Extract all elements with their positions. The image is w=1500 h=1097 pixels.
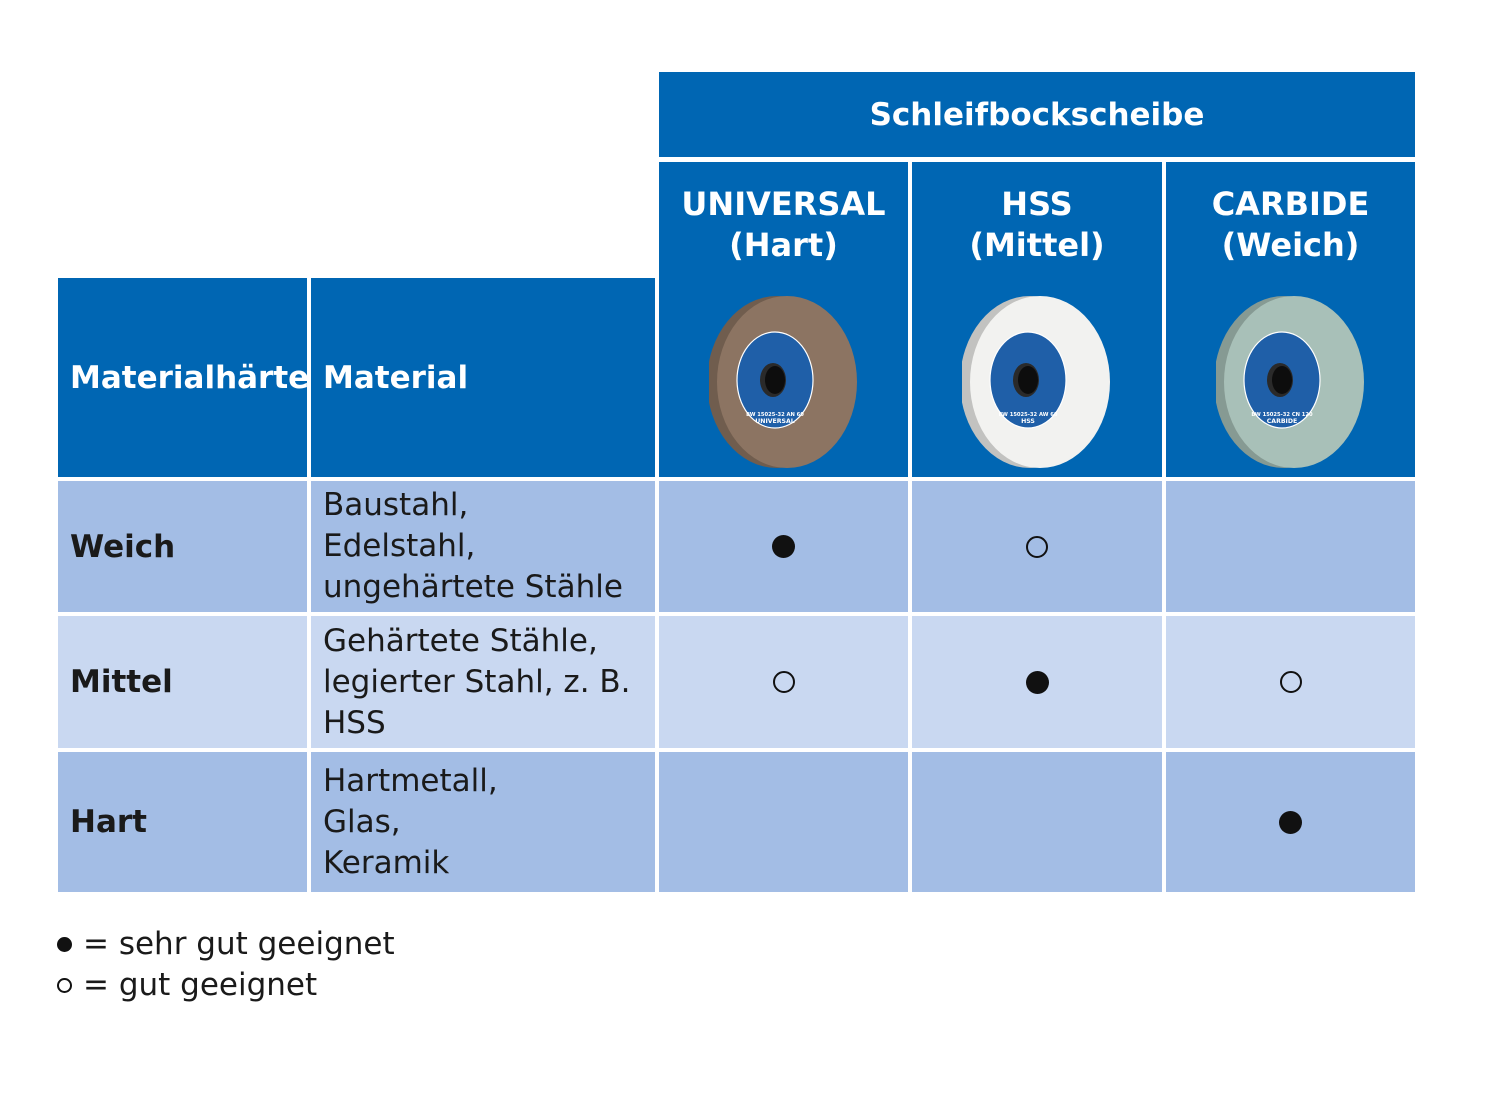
- filled-circle-icon: [57, 937, 83, 952]
- cell-hart-universal: [659, 752, 908, 892]
- column-name: CARBIDE: [1211, 185, 1370, 223]
- header-materialhaerte: [58, 278, 310, 477]
- group-header-label: Schleifbockscheibe: [869, 96, 1205, 133]
- cell-mittel-carbide: [1166, 616, 1415, 748]
- open-circle-icon: [1026, 536, 1048, 558]
- wheel-code-text: BW 15025-32 CN 120: [1250, 412, 1313, 418]
- row-label-hart: [58, 752, 307, 892]
- row-label-weich: [58, 481, 307, 612]
- cell-hart-carbide: [1166, 752, 1415, 892]
- column-name: HSS: [1001, 185, 1073, 223]
- material-line: Keramik: [323, 844, 450, 881]
- material-line: Hartmetall,: [323, 762, 498, 799]
- row-label-mittel: [58, 616, 307, 748]
- wheel-type-text: CARBIDE: [1266, 418, 1297, 425]
- material-line: Baustahl,: [323, 487, 469, 523]
- filled-circle-icon: [1026, 671, 1049, 694]
- cell-weich-carbide: [1166, 481, 1415, 612]
- material-line: Gehärtete Stähle,: [323, 622, 598, 659]
- wheel-code-text: BW 15025-32 AN 60: [745, 412, 804, 418]
- material-line: legierter Stahl, z. B.: [323, 663, 631, 700]
- filled-circle-icon: [1279, 811, 1302, 834]
- open-circle-icon: [773, 671, 795, 693]
- row-label: Weich: [70, 528, 176, 565]
- column-hardness: (Weich): [1221, 226, 1360, 264]
- cell-weich-universal: [659, 481, 908, 612]
- row-label: Hart: [70, 804, 147, 840]
- header-label: Material: [323, 359, 469, 396]
- column-header-universal: [659, 162, 908, 477]
- header-label: Materialhärte: [70, 359, 310, 396]
- legend-text: = sehr gut geeignet: [83, 926, 395, 962]
- wheel-type-text: UNIVERSAL: [754, 418, 795, 425]
- cell-weich-hss: [912, 481, 1162, 612]
- material-line: Glas,: [323, 803, 401, 840]
- material-cell-mittel: [311, 616, 655, 748]
- legend-text: = gut geeignet: [83, 967, 318, 1003]
- material-line: ungehärtete Stähle: [323, 569, 623, 605]
- material-cell-hart: [311, 752, 655, 892]
- column-hardness: (Mittel): [969, 226, 1105, 264]
- open-circle-icon: [1280, 671, 1302, 693]
- legend-very-good: [57, 926, 395, 962]
- column-header-hss: [912, 162, 1162, 477]
- universal-wheel-image: [709, 294, 859, 470]
- cell-mittel-hss: [912, 616, 1162, 748]
- carbide-wheel-image: [1216, 294, 1366, 470]
- cell-hart-hss: [912, 752, 1162, 892]
- open-circle-icon: [57, 978, 83, 993]
- table-group-header: [659, 72, 1415, 157]
- column-hardness: (Hart): [729, 226, 838, 264]
- legend-good: [57, 967, 317, 1003]
- cell-mittel-universal: [659, 616, 908, 748]
- column-header-carbide: [1166, 162, 1415, 477]
- wheel-code-text: BW 15025-32 AW 60: [998, 412, 1058, 418]
- row-label: Mittel: [70, 664, 173, 700]
- material-cell-weich: [311, 481, 655, 612]
- material-line: Edelstahl,: [323, 528, 476, 564]
- wheel-type-text: HSS: [1021, 418, 1035, 425]
- filled-circle-icon: [772, 535, 795, 558]
- material-line: HSS: [323, 704, 386, 741]
- hss-wheel-image: [962, 294, 1112, 470]
- header-material: [311, 278, 655, 477]
- column-name: UNIVERSAL: [681, 185, 886, 223]
